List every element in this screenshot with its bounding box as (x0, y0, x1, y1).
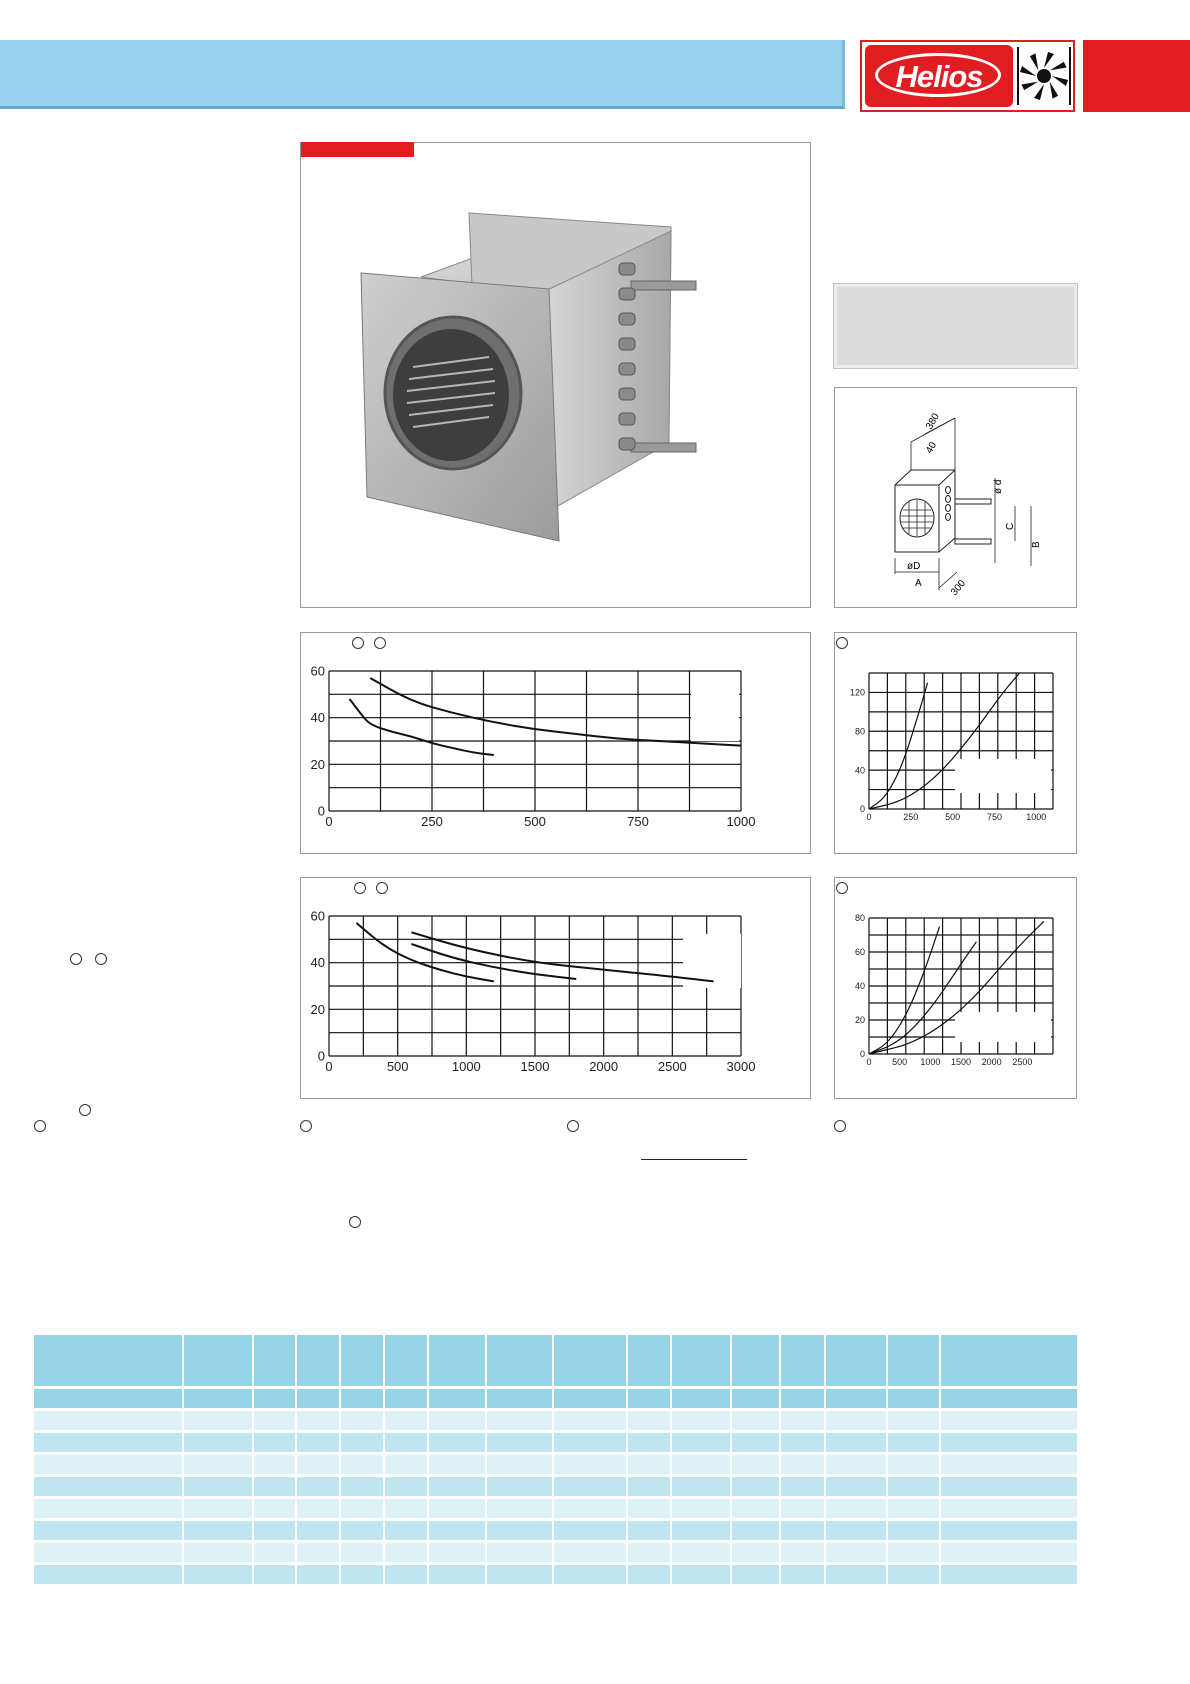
table-cell (940, 1476, 1077, 1498)
y-tick-label: 0 (317, 803, 325, 819)
table-cell (340, 1335, 384, 1388)
red-page-tab (1083, 40, 1190, 112)
table-cell (825, 1520, 887, 1542)
x-tick-label: 2500 (1012, 1057, 1033, 1067)
table-cell (296, 1410, 340, 1432)
table-row (34, 1410, 1077, 1432)
table-cell (671, 1564, 731, 1585)
table-cell (384, 1476, 428, 1498)
x-tick-label: 500 (892, 1057, 908, 1067)
table-cell (183, 1454, 253, 1476)
table-cell (825, 1564, 887, 1585)
marker-circle (349, 1216, 361, 1228)
table-cell (671, 1476, 731, 1498)
table-cell (671, 1542, 731, 1564)
table-cell (627, 1410, 671, 1432)
table-cell (780, 1335, 825, 1388)
legend-area (955, 759, 1051, 793)
table-cell (553, 1410, 627, 1432)
marker-circle (95, 953, 107, 965)
table-cell (486, 1542, 553, 1564)
chart-panel-2 (300, 877, 811, 1099)
table-cell (296, 1454, 340, 1476)
chart-1 (301, 633, 810, 853)
table-cell (887, 1410, 940, 1432)
table-cell (183, 1388, 253, 1410)
y-tick-label: 20 (310, 1001, 325, 1017)
dim-A: A (915, 578, 922, 589)
table-cell (627, 1335, 671, 1388)
table-cell (940, 1454, 1077, 1476)
table-cell (887, 1498, 940, 1520)
marker-circle (79, 1104, 91, 1116)
table-row (34, 1476, 1077, 1498)
y-tick-label: 120 (849, 687, 865, 698)
table-cell (34, 1454, 183, 1476)
x-tick-label: 1500 (950, 1057, 972, 1067)
table-cell (183, 1520, 253, 1542)
table-cell (253, 1564, 296, 1585)
marker-circle (376, 882, 388, 894)
table-cell (340, 1498, 384, 1520)
dimension-drawing-panel (834, 387, 1077, 608)
table-cell (340, 1432, 384, 1454)
table-cell (553, 1432, 627, 1454)
table-cell (340, 1476, 384, 1498)
table-cell (940, 1520, 1077, 1542)
table-cell (780, 1564, 825, 1585)
table-row (34, 1520, 1077, 1542)
table-cell (780, 1454, 825, 1476)
table-cell (553, 1498, 627, 1520)
table-cell (34, 1520, 183, 1542)
table-cell (553, 1520, 627, 1542)
y-tick-label: 60 (854, 947, 865, 958)
marker-circle (70, 953, 82, 965)
marker-circle (836, 882, 848, 894)
table-cell (940, 1335, 1077, 1388)
logo-wordmark (865, 45, 1013, 107)
x-tick-label: 500 (524, 814, 546, 829)
table-cell (486, 1476, 553, 1498)
table-cell (34, 1432, 183, 1454)
table-cell (627, 1542, 671, 1564)
table-cell (340, 1542, 384, 1564)
table-cell (940, 1498, 1077, 1520)
product-image (301, 143, 810, 607)
table-row (34, 1432, 1077, 1454)
table-cell (253, 1432, 296, 1454)
product-photo-panel (300, 142, 811, 608)
table-cell (384, 1432, 428, 1454)
x-tick-label: 500 (945, 812, 961, 822)
x-tick-label: 0 (325, 1059, 333, 1074)
table-cell (34, 1564, 183, 1585)
table-cell (553, 1388, 627, 1410)
table-cell (825, 1476, 887, 1498)
table-cell (780, 1432, 825, 1454)
table-row (34, 1335, 1077, 1388)
table-cell (940, 1564, 1077, 1585)
chart-panel-4 (834, 877, 1077, 1099)
table-cell (780, 1542, 825, 1564)
marker-circle (354, 882, 366, 894)
legend-area (691, 689, 739, 741)
table-cell (253, 1388, 296, 1410)
table-cell (627, 1520, 671, 1542)
table-cell (671, 1388, 731, 1410)
chart-panel-3 (834, 632, 1077, 854)
table-cell (34, 1542, 183, 1564)
marker-circle (567, 1120, 579, 1132)
y-tick-label: 20 (854, 1015, 865, 1026)
table-cell (731, 1410, 780, 1432)
red-accent-bar (301, 142, 414, 157)
x-tick-label: 750 (986, 812, 1002, 822)
y-tick-label: 40 (310, 710, 325, 726)
header-bar (0, 40, 845, 109)
table-cell (671, 1498, 731, 1520)
table-cell (780, 1476, 825, 1498)
table-cell (731, 1564, 780, 1585)
x-tick-label: 2000 (589, 1059, 619, 1074)
table-cell (486, 1388, 553, 1410)
table-cell (384, 1388, 428, 1410)
x-tick-label: 0 (325, 814, 333, 829)
chart-2 (301, 878, 810, 1098)
legend-area (683, 934, 741, 988)
table-cell (553, 1542, 627, 1564)
table-cell (887, 1335, 940, 1388)
series-line-2 (411, 944, 576, 979)
table-cell (825, 1432, 887, 1454)
table-cell (340, 1564, 384, 1585)
x-tick-label: 2000 (981, 1057, 1002, 1067)
y-tick-label: 0 (317, 1048, 325, 1064)
table-cell (825, 1498, 887, 1520)
table-cell (731, 1388, 780, 1410)
dim-300: 300 (948, 578, 969, 598)
table-cell (183, 1498, 253, 1520)
table-cell (384, 1454, 428, 1476)
table-cell (671, 1432, 731, 1454)
x-tick-label: 250 (421, 814, 443, 829)
y-tick-label: 60 (310, 663, 325, 679)
table-cell (627, 1498, 671, 1520)
y-tick-label: 20 (310, 756, 325, 772)
table-cell (183, 1476, 253, 1498)
table-cell (627, 1476, 671, 1498)
y-tick-label: 40 (310, 955, 325, 971)
table-cell (296, 1520, 340, 1542)
series-line-1 (869, 927, 940, 1055)
fan-icon (1016, 45, 1072, 107)
table-cell (887, 1476, 940, 1498)
table-cell (627, 1432, 671, 1454)
table-cell (183, 1335, 253, 1388)
x-tick-label: 1000 (920, 1057, 941, 1067)
table-cell (428, 1564, 486, 1585)
table-cell (553, 1335, 627, 1388)
table-cell (384, 1542, 428, 1564)
table-cell (183, 1410, 253, 1432)
table-cell (340, 1454, 384, 1476)
table-cell (384, 1335, 428, 1388)
marker-circle (34, 1120, 46, 1132)
table-cell (940, 1542, 1077, 1564)
x-tick-label: 750 (627, 814, 649, 829)
dim-40: 40 (924, 440, 940, 456)
y-tick-label: 0 (859, 1049, 865, 1060)
table-cell (486, 1432, 553, 1454)
table-cell (428, 1520, 486, 1542)
rule-line (641, 1159, 747, 1160)
table-cell (253, 1454, 296, 1476)
table-cell (253, 1476, 296, 1498)
table-cell (486, 1335, 553, 1388)
legend-area (955, 1012, 1051, 1042)
table-cell (384, 1520, 428, 1542)
table-row (34, 1564, 1077, 1585)
marker-circle (374, 637, 386, 649)
table-cell (296, 1388, 340, 1410)
table-cell (887, 1542, 940, 1564)
chart-4 (835, 878, 1076, 1098)
table-cell (731, 1454, 780, 1476)
x-tick-label: 0 (866, 1057, 872, 1067)
dim-D: øD (907, 561, 921, 572)
table-cell (627, 1564, 671, 1585)
table-cell (428, 1476, 486, 1498)
table-cell (428, 1388, 486, 1410)
y-tick-label: 40 (854, 765, 865, 776)
table-cell (428, 1432, 486, 1454)
table-cell (183, 1432, 253, 1454)
table-cell (296, 1498, 340, 1520)
table-row (34, 1498, 1077, 1520)
table-row (34, 1454, 1077, 1476)
table-cell (296, 1432, 340, 1454)
table-cell (384, 1410, 428, 1432)
table-cell (731, 1498, 780, 1520)
table-cell (253, 1498, 296, 1520)
table-cell (253, 1520, 296, 1542)
y-tick-label: 40 (854, 981, 865, 992)
table-cell (296, 1542, 340, 1564)
table-cell (887, 1432, 940, 1454)
table-cell (825, 1542, 887, 1564)
table-cell (34, 1335, 183, 1388)
table-cell (940, 1410, 1077, 1432)
table-cell (253, 1410, 296, 1432)
table-row (34, 1388, 1077, 1410)
table-cell (780, 1410, 825, 1432)
table-cell (34, 1476, 183, 1498)
table-cell (384, 1498, 428, 1520)
table-cell (731, 1520, 780, 1542)
table-cell (428, 1498, 486, 1520)
x-tick-label: 500 (386, 1059, 409, 1074)
table-cell (486, 1564, 553, 1585)
table-cell (887, 1454, 940, 1476)
table-cell (253, 1542, 296, 1564)
x-tick-label: 0 (866, 812, 872, 822)
dim-B: B (1031, 541, 1042, 548)
table-cell (486, 1498, 553, 1520)
helios-logo (860, 40, 1075, 112)
x-tick-label: 1000 (451, 1059, 481, 1074)
table-cell (296, 1564, 340, 1585)
x-tick-label: 3000 (726, 1059, 756, 1074)
table-cell (671, 1454, 731, 1476)
table-cell (887, 1388, 940, 1410)
x-tick-label: 2500 (657, 1059, 687, 1074)
table-cell (731, 1542, 780, 1564)
chart-3 (835, 633, 1076, 853)
table-cell (887, 1520, 940, 1542)
table-cell (780, 1498, 825, 1520)
logo-text: Helios (895, 59, 983, 94)
table-cell (183, 1542, 253, 1564)
y-tick-label: 60 (310, 908, 325, 924)
spec-table (34, 1335, 1077, 1584)
chart-grid (329, 671, 741, 811)
table-cell (825, 1454, 887, 1476)
marker-circle (300, 1120, 312, 1132)
x-tick-label: 250 (903, 812, 919, 822)
table-cell (486, 1410, 553, 1432)
dim-380: 380 (924, 411, 942, 432)
table-cell (253, 1335, 296, 1388)
table-cell (296, 1335, 340, 1388)
table-cell (428, 1335, 486, 1388)
table-cell (296, 1476, 340, 1498)
table-cell (553, 1476, 627, 1498)
series-line-1 (356, 923, 493, 981)
table-cell (825, 1388, 887, 1410)
table-cell (825, 1410, 887, 1432)
table-cell (627, 1454, 671, 1476)
marker-circle (834, 1120, 846, 1132)
series-line-2 (350, 699, 494, 755)
info-box (834, 284, 1077, 368)
table-cell (731, 1335, 780, 1388)
chart-panel-1 (300, 632, 811, 854)
y-tick-label: 80 (854, 913, 865, 924)
table-cell (486, 1454, 553, 1476)
y-tick-label: 80 (854, 726, 865, 737)
table-cell (34, 1410, 183, 1432)
table-cell (340, 1410, 384, 1432)
chart-grid (329, 916, 741, 1056)
table-cell (34, 1498, 183, 1520)
table-cell (731, 1432, 780, 1454)
dim-C: C (1005, 522, 1016, 530)
table-cell (553, 1564, 627, 1585)
dim-d: ø d (993, 479, 1004, 494)
series-line-1 (370, 678, 741, 746)
table-cell (780, 1520, 825, 1542)
table-cell (627, 1388, 671, 1410)
table-cell (34, 1388, 183, 1410)
x-tick-label: 1000 (1026, 812, 1047, 822)
marker-circle (352, 637, 364, 649)
table-cell (428, 1454, 486, 1476)
table-cell (384, 1564, 428, 1585)
table-row (34, 1542, 1077, 1564)
table-cell (183, 1564, 253, 1585)
y-tick-label: 0 (859, 804, 865, 815)
table-cell (553, 1454, 627, 1476)
table-cell (940, 1432, 1077, 1454)
table-cell (731, 1476, 780, 1498)
x-tick-label: 1000 (726, 814, 756, 829)
table-cell (671, 1520, 731, 1542)
table-cell (428, 1542, 486, 1564)
x-tick-label: 1500 (520, 1059, 550, 1074)
marker-circle (836, 637, 848, 649)
table-cell (340, 1388, 384, 1410)
table-cell (486, 1520, 553, 1542)
table-cell (340, 1520, 384, 1542)
table-cell (940, 1388, 1077, 1410)
dimension-drawing (835, 388, 1076, 607)
table-cell (428, 1410, 486, 1432)
table-cell (780, 1388, 825, 1410)
table-cell (671, 1410, 731, 1432)
table-cell (825, 1335, 887, 1388)
table-cell (671, 1335, 731, 1388)
table-cell (887, 1564, 940, 1585)
